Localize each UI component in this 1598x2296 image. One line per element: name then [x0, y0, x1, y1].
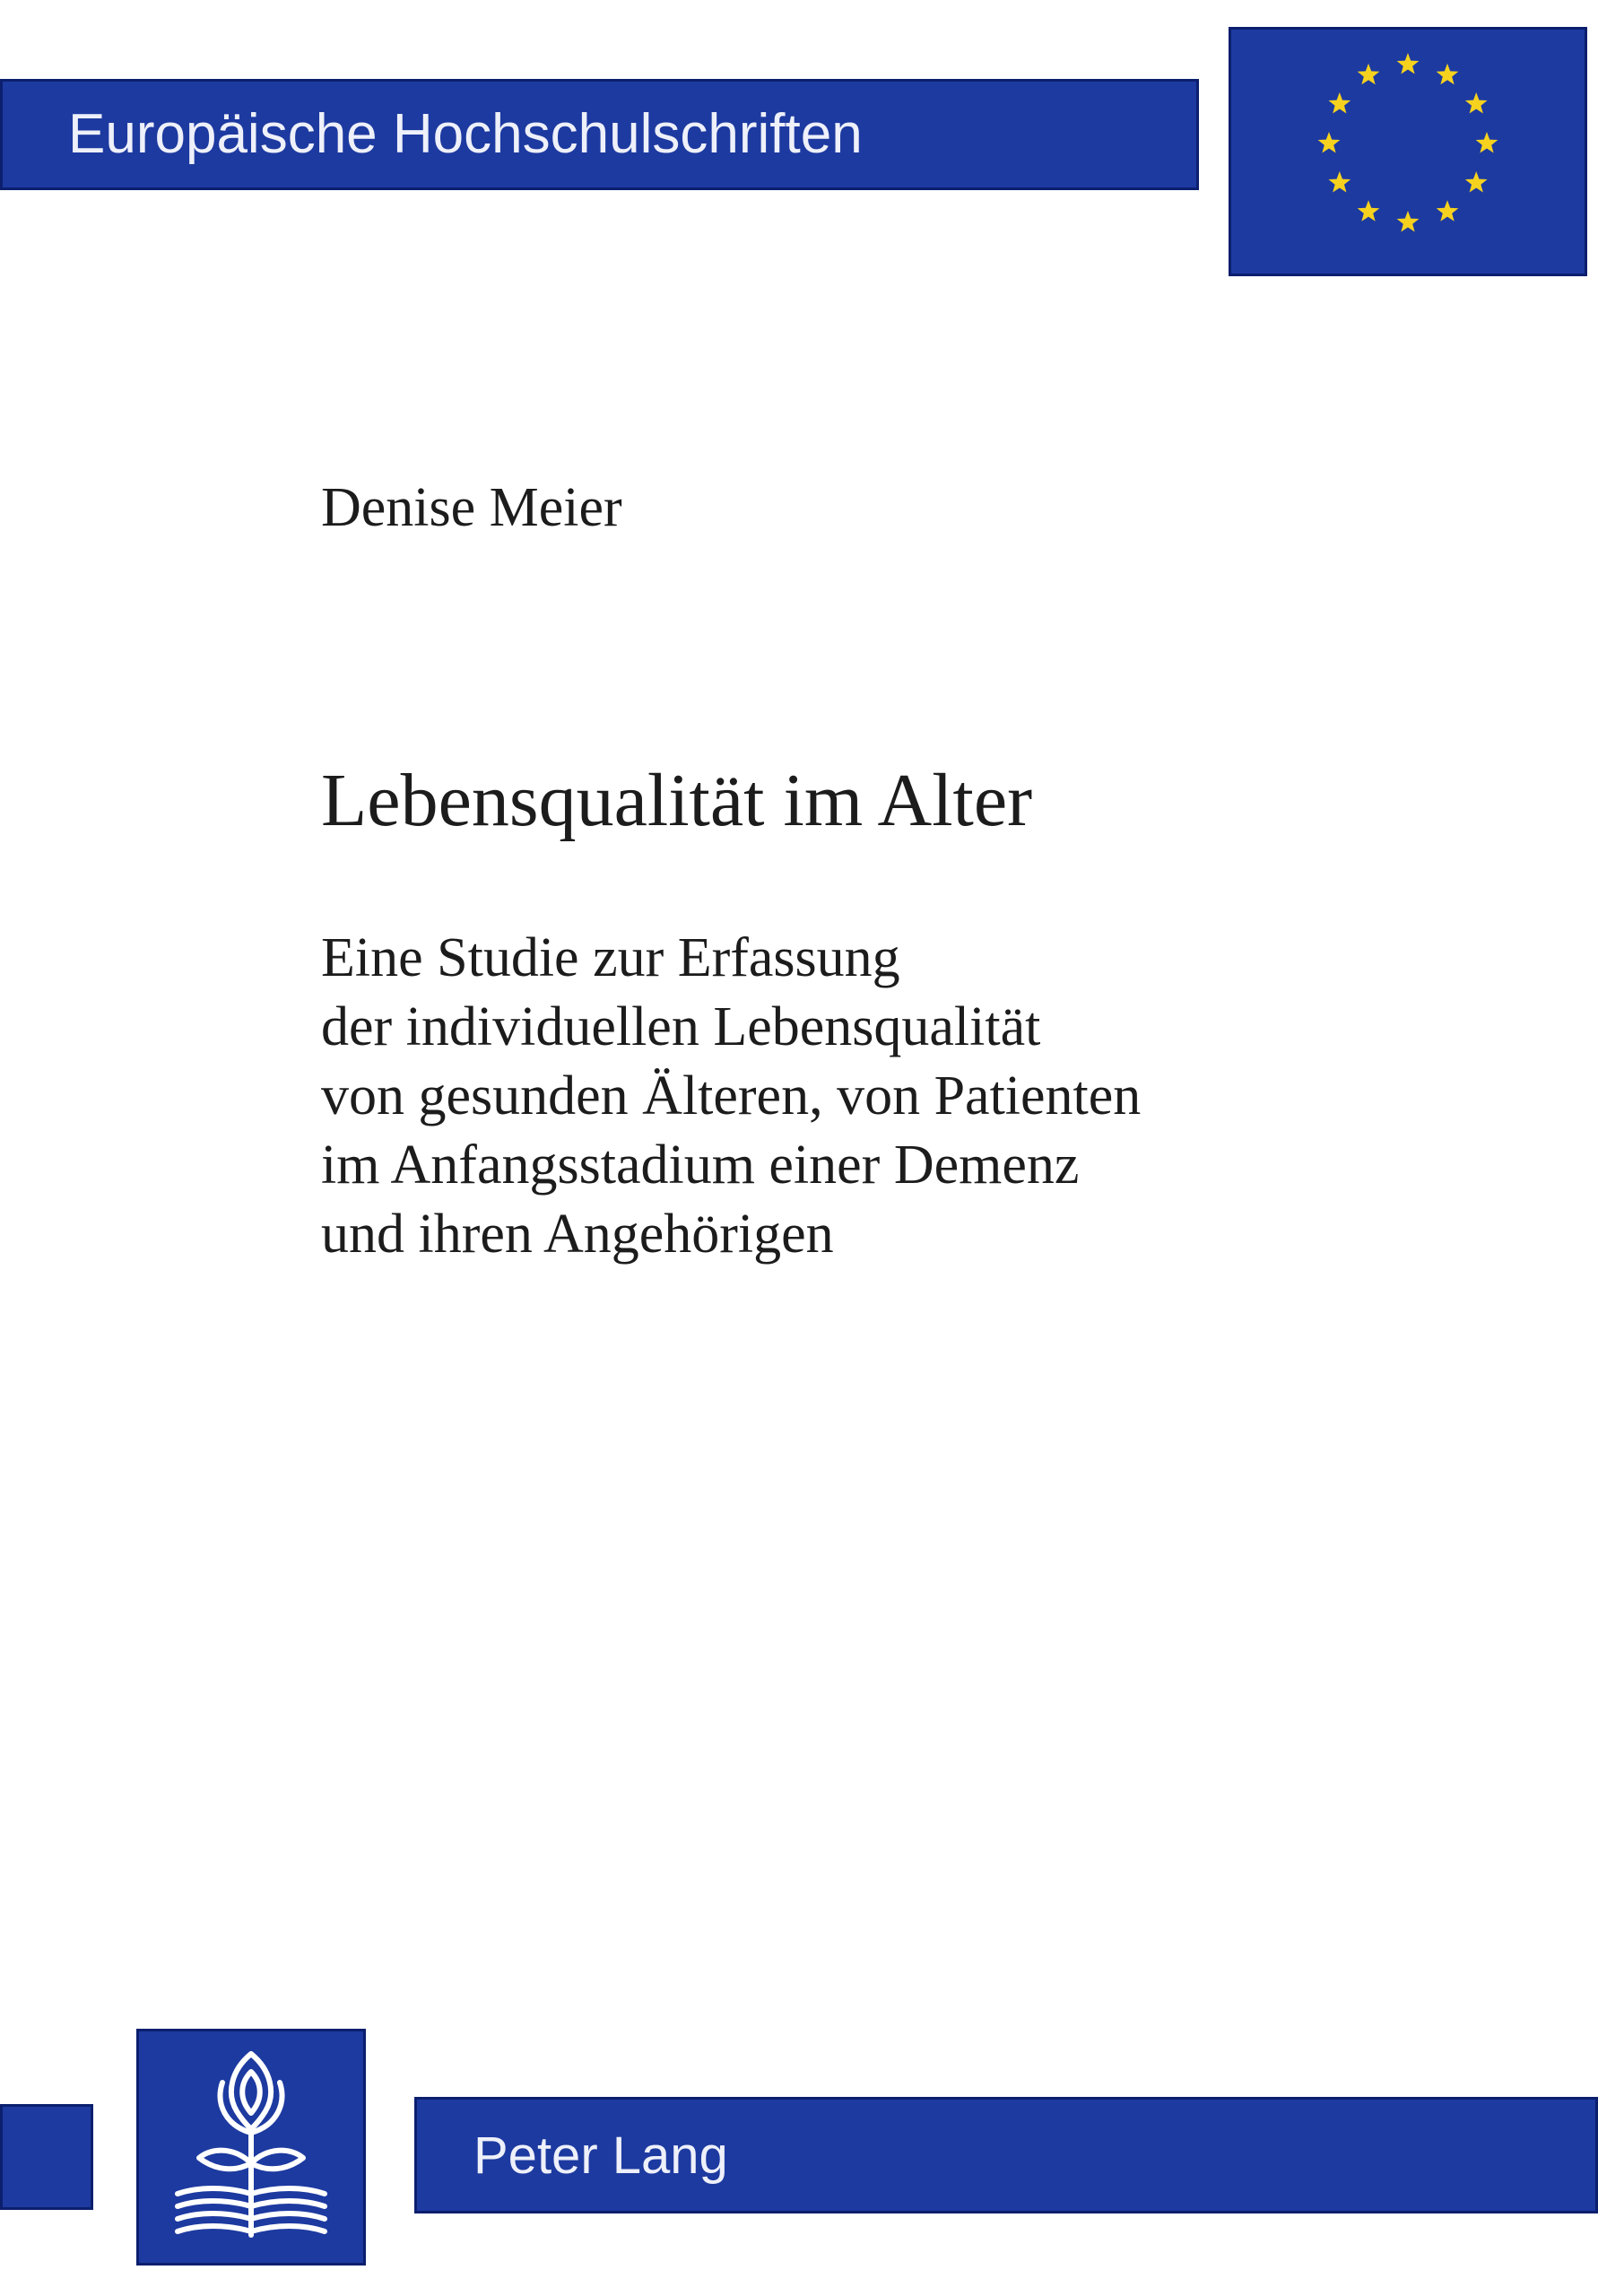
subtitle-line: und ihren Angehörigen: [321, 1204, 834, 1265]
subtitle-line: im Anfangsstadium einer Demenz: [321, 1135, 1080, 1196]
peter-lang-logo-icon: [136, 2029, 366, 2266]
publisher-name: Peter Lang: [473, 2126, 728, 2185]
eu-star-icon: [1328, 171, 1350, 193]
book-title: Lebensqualität im Alter: [321, 759, 1033, 842]
eu-star-icon: [1328, 92, 1350, 114]
eu-star-icon: [1465, 92, 1488, 114]
eu-star-icon: [1397, 211, 1420, 232]
eu-flag-icon: [1229, 27, 1587, 276]
subtitle-line: der individuellen Lebensqualität: [321, 996, 1041, 1057]
eu-star-icon: [1476, 132, 1498, 153]
eu-star-icon: [1437, 200, 1459, 222]
eu-star-icon: [1318, 132, 1341, 153]
eu-star-icon: [1397, 53, 1420, 74]
eu-star-icon: [1465, 171, 1488, 193]
eu-star-icon: [1358, 200, 1380, 222]
book-subtitle: [321, 924, 1141, 1269]
subtitle-line: Eine Studie zur Erfassung: [321, 927, 900, 988]
author-name: Denise Meier: [321, 477, 622, 538]
subtitle-line: von gesunden Älteren, von Patienten: [321, 1065, 1142, 1126]
eu-star-icon: [1437, 64, 1459, 85]
series-title: Europäische Hochschulschriften: [68, 103, 863, 165]
eu-star-icon: [1358, 64, 1380, 85]
bottom-left-band: [0, 2104, 93, 2210]
